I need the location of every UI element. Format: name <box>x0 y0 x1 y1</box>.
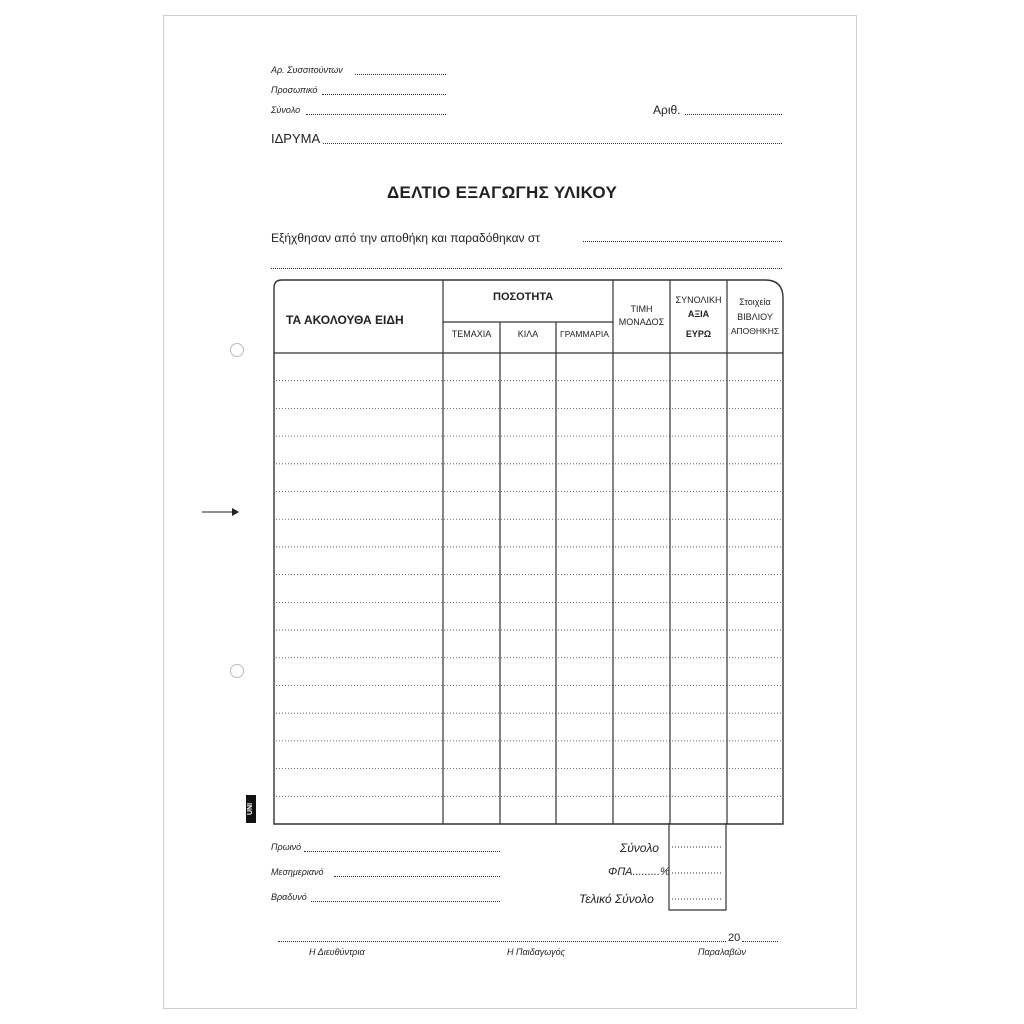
year-prefix: 20 <box>728 932 741 944</box>
col-total-header-2: ΑΞΙΑ <box>687 309 710 319</box>
signature-line[interactable] <box>278 941 726 942</box>
director-label: Η Διευθύντρια <box>309 947 365 957</box>
recipient-field[interactable] <box>583 241 782 242</box>
col-kilos-header: ΚΙΛΑ <box>517 329 539 339</box>
teacher-label: Η Παιδαγωγός <box>507 947 566 957</box>
col-items-header: ΤΑ ΑΚΟΛΟΥΘΑ ΕΙΔΗ <box>286 313 404 327</box>
dinner-label: Βραδυνό <box>271 892 307 902</box>
subtotal-label: Σύνολο <box>620 841 659 855</box>
col-quantity-header: ΠΟΣΟΤΗΤΑ <box>493 291 554 303</box>
col-book-header-3: ΑΠΟΘΗΚΗΣ <box>730 326 780 336</box>
members-label: Αρ. Συσσιτούντων <box>271 65 343 75</box>
year-field[interactable] <box>742 941 778 942</box>
col-book-header-2: ΒΙΒΛΙΟΥ <box>737 312 773 322</box>
col-book-header-1: Στοιχεία <box>739 297 771 307</box>
brand-logo: UNI <box>246 795 256 823</box>
institution-label: ΙΔΡΥΜΑ <box>271 131 321 146</box>
col-total-header-3: ΕΥΡΩ <box>685 329 712 339</box>
punch-hole-top <box>230 343 244 357</box>
staff-label: Προσωπικό <box>271 85 318 95</box>
lunch-label: Μεσημεριανό <box>271 867 324 877</box>
institution-field[interactable] <box>323 143 782 144</box>
total-label: Σύνολο <box>271 105 301 115</box>
col-grams-header: ΓΡΑΜΜΑΡΙΑ <box>560 329 609 339</box>
number-label: Αριθ. <box>653 103 681 117</box>
breakfast-field[interactable] <box>304 851 500 852</box>
breakfast-label: Πρωινό <box>271 842 302 852</box>
receiver-label: Παραλαβών <box>698 947 747 957</box>
staff-field[interactable] <box>322 94 446 95</box>
dinner-field[interactable] <box>311 901 500 902</box>
members-field[interactable] <box>355 74 446 75</box>
arrow-icon <box>202 507 240 517</box>
total-field[interactable] <box>306 114 446 115</box>
punch-hole-bottom <box>230 664 244 678</box>
vat-label: ΦΠΑ.........% <box>608 866 670 878</box>
page-title: ΔΕΛΤΙΟ ΕΞΑΓΩΓΗΣ ΥΛΙΚΟΥ <box>387 183 618 202</box>
recipient-field-line2[interactable] <box>271 268 782 269</box>
number-field[interactable] <box>685 114 782 115</box>
col-total-header-1: ΣΥΝΟΛΙΚΗ <box>675 295 722 305</box>
lunch-field[interactable] <box>334 876 500 877</box>
col-unit-price-header-1: ΤΙΜΗ <box>630 304 653 314</box>
col-unit-price-header-2: ΜΟΝΑΔΟΣ <box>618 317 665 327</box>
totals-box <box>668 823 728 911</box>
intro-text: Εξήχθησαν από την αποθήκη και παραδόθηκαν στ <box>271 231 540 245</box>
grand-total-label: Τελικό Σύνολο <box>579 892 654 906</box>
items-table <box>270 278 785 826</box>
col-pieces-header: ΤΕΜΑΧΙΑ <box>451 329 492 339</box>
